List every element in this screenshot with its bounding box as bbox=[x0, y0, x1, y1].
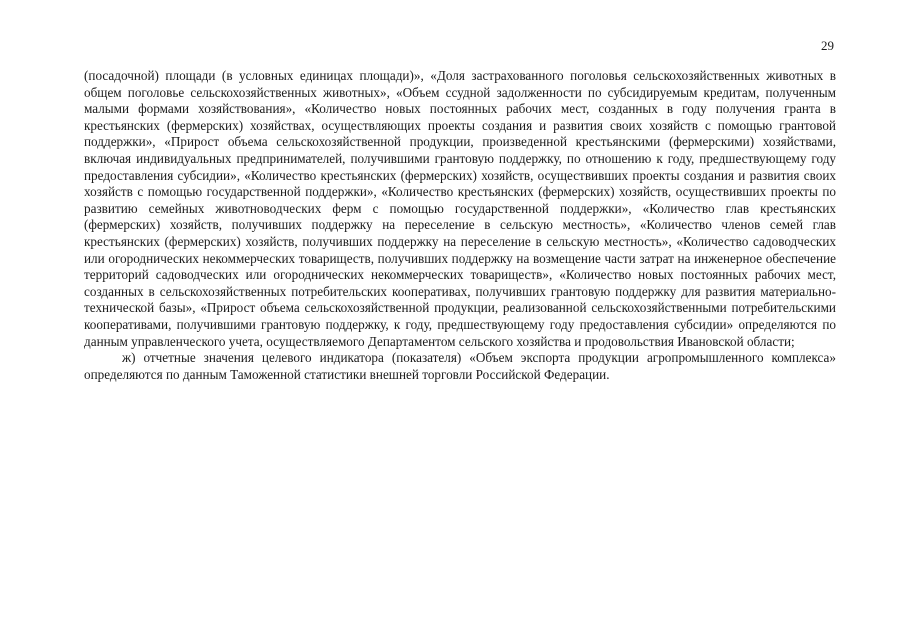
paragraph-export-indicator: ж) отчетные значения целевого индикатора (показателя) «Объем экспорта продукции агропромышленного комплекса» определяются по данным Таможенной статистики внешней торговли Российской Федерации. bbox=[84, 350, 836, 382]
document-body bbox=[84, 68, 836, 383]
paragraph-indicators-list: (посадочной) площади (в условных единицах площади)», «Доля застрахованного поголовья сельскохозяйственных животных в общем поголовье сельскохозяйственных животных», «Объем ссудной задолженности по субсидируемым кредитам, полученным малыми формами хозяйствования», «Количество новых постоянных рабочих мест, созданных в году получения гранта в крестьянских (фермерских) хозяйствах, осуществляющих проекты создания и развития своих хозяйств с помощью грантовой поддержки», «Прирост объема сельскохозяйственной продукции, произведенной крестьянскими (фермерскими) хозяйствами, включая индивидуальных предпринимателей, получившими грантовую поддержку, по отношению к году, предшествующему году предоставления субсидии», «Количество крестьянских (фермерских) хозяйств, осуществивших проекты создания и развития своих хозяйств с помощью государственной поддержки», «Количество крестьянских (фермерских) хозяйств, осуществивших проекты по развитию семейных животноводческих ферм с помощью государственной поддержки», «Количество глав крестьянских (фермерских) хозяйств, получивших поддержку на переселение в сельскую местность», «Количество членов семей глав крестьянских (фермерских) хозяйств, получивших поддержку на переселение в сельскую местность», «Количество садоводческих или огороднических некоммерческих товариществ, получивших поддержку на возмещение части затрат на инженерное обеспечение территорий садоводческих или огороднических некоммерческих товариществ», «Количество новых постоянных рабочих мест, созданных в сельскохозяйственных потребительских кооперативах, получивших грантовую поддержку для развития материально-технической базы», «Прирост объема сельскохозяйственной продукции, реализованной сельскохозяйственными потребительскими кооперативами, получившими грантовую поддержку, к году, предшествующему году предоставления субсидии» определяются по данным управленческого учета, осуществляемого Департаментом сельского хозяйства и продовольствия Ивановской области; bbox=[84, 68, 836, 349]
page-number: 29 bbox=[821, 38, 834, 53]
